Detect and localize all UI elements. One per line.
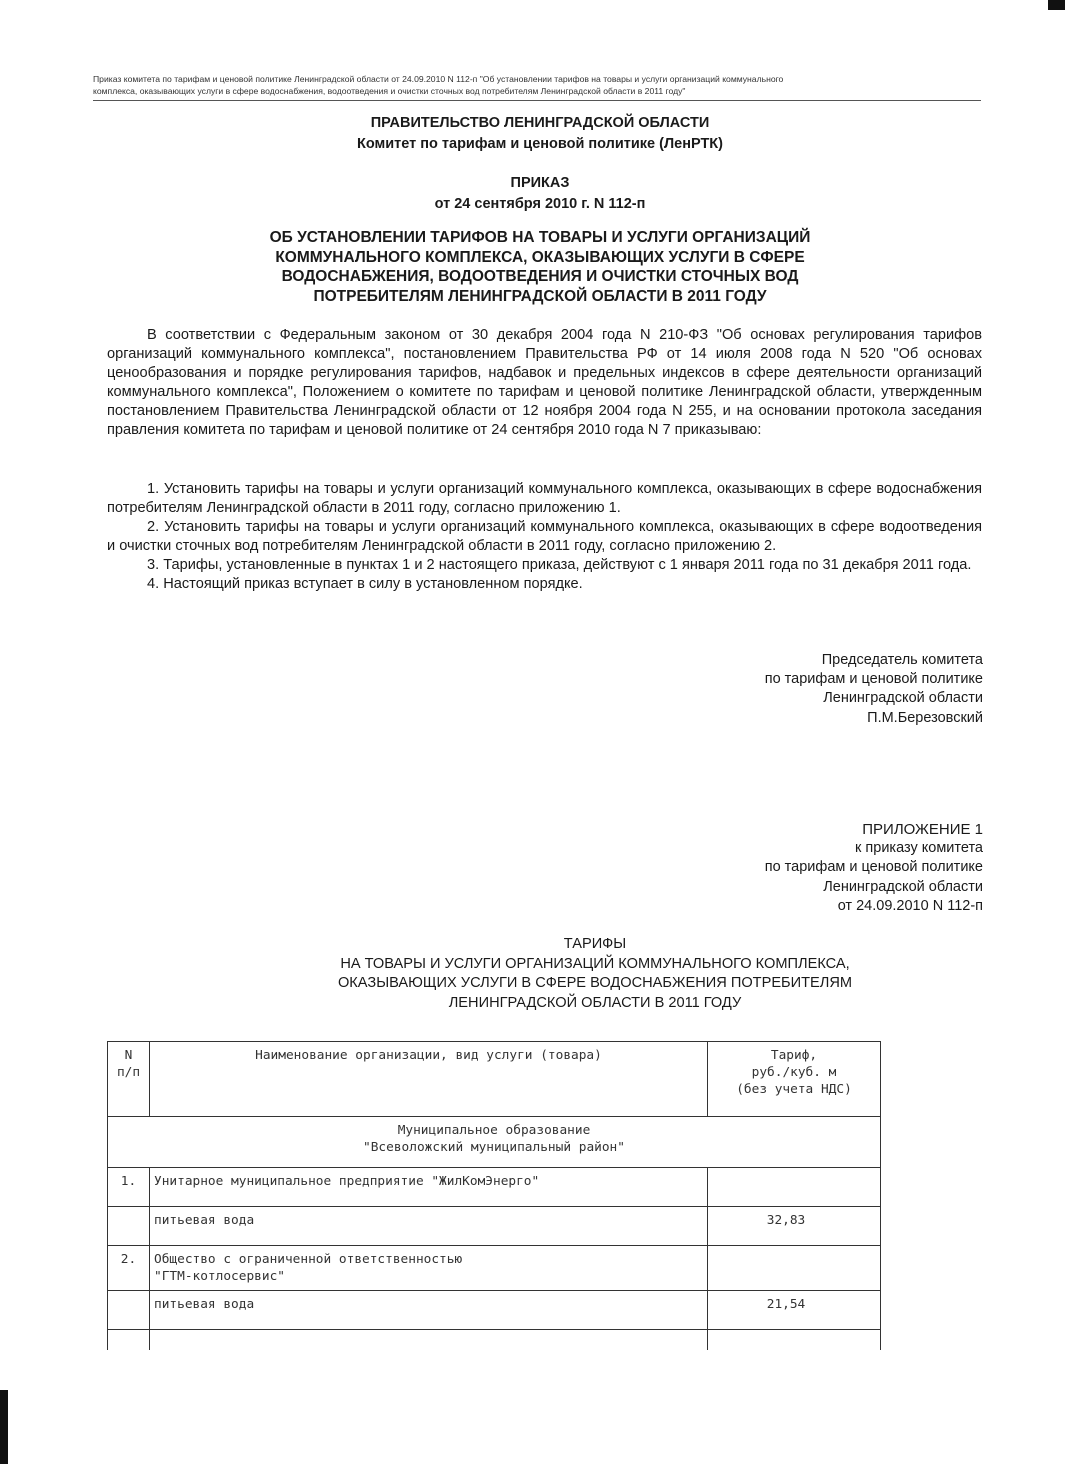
running-head-line: Приказ комитета по тарифам и ценовой политике Ленинградской области от 24.09.2010 N 112-п "Об установлении тарифов на товары и услуги организаций коммунального [93,74,784,84]
table-group-row [108,1117,881,1168]
table-row [108,1168,881,1207]
tariff-value: 21,54 [708,1291,881,1330]
committee-name: Комитет по тарифам и ценовой политике (ЛенРТК) [357,136,723,152]
service-name: питьевая вода [150,1207,708,1246]
signatory-name: П.М.Березовский [867,709,983,726]
subject-line: КОММУНАЛЬНОГО КОМПЛЕКСА, ОКАЗЫВАЮЩИХ УСЛУГИ В СФЕРЕ [275,248,805,266]
issuer-block [120,113,960,155]
header-tariff-line: Тариф, [770,1048,818,1063]
scan-edge-mark [1048,0,1065,10]
organization-name: Унитарное муниципальное предприятие "ЖилКомЭнерго" [150,1168,708,1207]
tariff-cell [708,1246,881,1291]
order-item: 2. Установить тарифы на товары и услуги организаций коммунального комплекса, оказывающих в сфере водоотведения и очистки сточных вод потребителям Ленинградской области в 2011 году, согласно приложению 2. [107,519,982,554]
header-tariff-line: (без учета НДС) [736,1082,852,1097]
tariffs-subtitle-line: ОКАЗЫВАЮЩИХ УСЛУГИ В СФЕРЕ ВОДОСНАБЖЕНИЯ ПОТРЕБИТЕЛЯМ [337,975,853,991]
signatory-title: Ленинградской области [823,690,983,707]
organization-name-line: "ГТМ-котлосервис" [154,1269,285,1284]
order-item: 1. Установить тарифы на товары и услуги организаций коммунального комплекса, оказывающих в сфере водоснабжения потребителям Ленинградской области в 2011 году, согласно приложению 1. [107,481,982,516]
appendix-line: от 24.09.2010 N 112-п [837,897,983,914]
tariff-cell [708,1168,881,1207]
header-number-line: п/п [116,1065,141,1080]
table-row [108,1291,881,1330]
running-head-line: комплекса, оказывающих услуги в сфере водоснабжения, водоотведения и очистки сточных вод потребителям Ленинградской области в 2011 году" [93,86,686,96]
appendix-line: к приказу комитета [855,840,983,857]
appendix-line: Ленинградской области [823,878,983,895]
row-number [108,1291,150,1330]
municipality-cell [108,1117,881,1168]
row-number [108,1207,150,1246]
municipality-line: "Всеволожский муниципальный район" [363,1140,625,1155]
organization-name [150,1246,708,1291]
signatory-title: по тарифам и ценовой политике [764,671,983,688]
order-type: ПРИКАЗ [510,175,570,191]
continuation-cell [108,1330,150,1351]
tariffs-table [107,1041,881,1350]
order-subject [120,228,960,306]
order-date-number: от 24 сентября 2010 г. N 112-п [434,196,646,212]
continuation-cell [708,1330,881,1351]
service-name: питьевая вода [150,1291,708,1330]
header-tariff [708,1042,881,1117]
organization-name-line: Общество с ограниченной ответственностью [154,1252,463,1267]
subject-line: ПОТРЕБИТЕЛЯМ ЛЕНИНГРАДСКОЙ ОБЛАСТИ В 2011 ГОДУ [313,287,767,305]
appendix-line: по тарифам и ценовой политике [764,859,983,876]
table-row [108,1246,881,1291]
appendix-block [765,820,983,916]
signatory-title: Председатель комитета [821,652,983,668]
scan-edge-mark [0,1390,8,1464]
signature-block [765,651,983,728]
preamble-paragraph: В соответствии с Федеральным законом от 30 декабря 2004 года N 210-ФЗ "Об основах регулирования тарифов организаций коммунального комплекса", постановлением Правительства РФ от 14 июля 2008 года N 520 "Об основах ценообразования и порядке регулирования тарифов, надбавок и предельных индексов в сфере деятельности организаций коммунального комплекса", Положением о комитете по тарифам и ценовой политике Ленинградской области, утвержденным постановлением Правительства Ленинградской области от 12 ноября 2004 года N 255, и на основании протокола заседания правления комитета по тарифам и ценовой политике от 24 сентября 2010 года N 7 приказываю: [107,327,982,438]
order-block [120,173,960,215]
municipality-line: Муниципальное образование [397,1123,591,1138]
header-organization: Наименование организации, вид услуги (товара) [150,1042,708,1117]
order-item: 4. Настоящий приказ вступает в силу в установленном порядке. [147,576,583,592]
subject-line: ВОДОСНАБЖЕНИЯ, ВОДООТВЕДЕНИЯ И ОЧИСТКИ СТОЧНЫХ ВОД [281,268,799,285]
tariffs-title: ТАРИФЫ [563,936,627,952]
table-row [108,1207,881,1246]
header-number-line: N [124,1048,133,1063]
running-head [93,73,981,101]
header-number [108,1042,150,1117]
continuation-cell [150,1330,708,1351]
tariffs-heading [200,935,990,1013]
row-number: 2. [108,1246,150,1291]
appendix-title: ПРИЛОЖЕНИЕ 1 [862,821,983,838]
table-header-row [108,1042,881,1117]
table-continuation-row [108,1330,881,1351]
row-number: 1. [108,1168,150,1207]
tariff-value: 32,83 [708,1207,881,1246]
tariffs-subtitle-line: НА ТОВАРЫ И УСЛУГИ ОРГАНИЗАЦИЙ КОММУНАЛЬНОГО КОМПЛЕКСА, [340,955,850,972]
order-item: 3. Тарифы, установленные в пунктах 1 и 2 настоящего приказа, действуют с 1 января 2011 года по 31 декабря 2011 года. [147,557,972,573]
tariffs-subtitle-line: ЛЕНИНГРАДСКОЙ ОБЛАСТИ В 2011 ГОДУ [448,994,742,1011]
header-tariff-line: руб./куб. м [751,1065,837,1080]
government-name: ПРАВИТЕЛЬСТВО ЛЕНИНГРАДСКОЙ ОБЛАСТИ [370,115,710,131]
subject-line: ОБ УСТАНОВЛЕНИИ ТАРИФОВ НА ТОВАРЫ И УСЛУГИ ОРГАНИЗАЦИЙ [269,229,811,246]
order-items [107,480,982,594]
